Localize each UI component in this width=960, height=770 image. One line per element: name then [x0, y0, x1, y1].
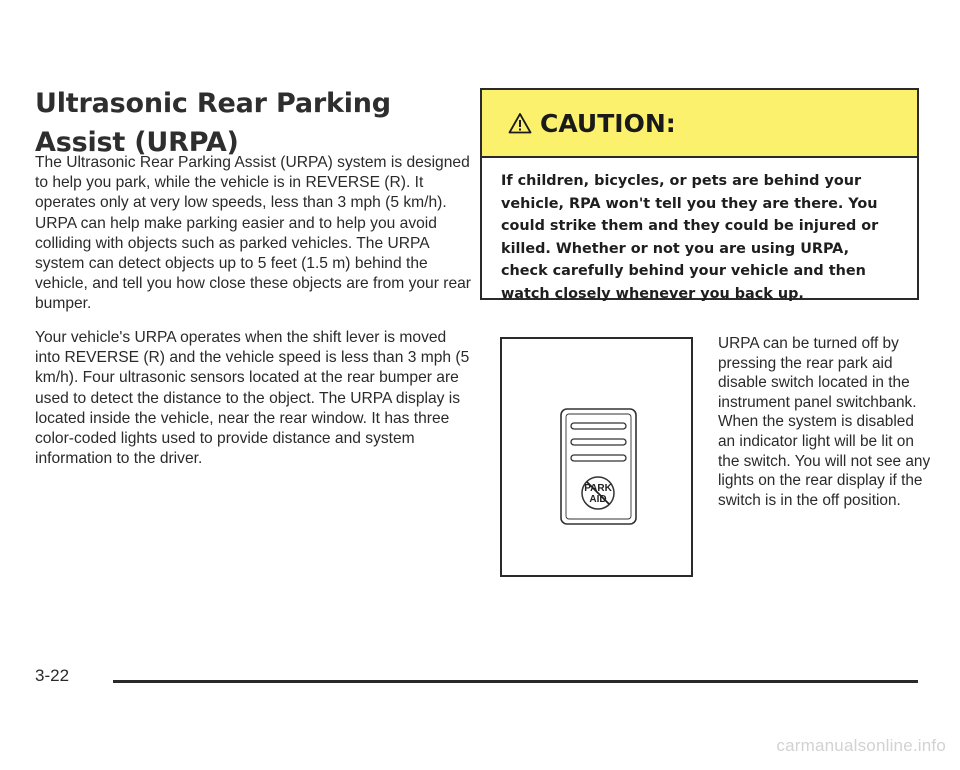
caution-box — [480, 88, 919, 300]
body-paragraph-disable: URPA can be turned off by pressing the rear park aid disable switch located in the instrument panel switchbank. When the system is disabled an indicator light will be lit on the switch. You will not see any lights on the rear display if the switch is in the off position. — [718, 335, 931, 509]
park-label: PARK — [584, 483, 612, 494]
park-aid-switch-figure — [500, 337, 693, 577]
section-heading: Ultrasonic Rear Parking Assist (URPA) — [35, 88, 391, 158]
body-paragraph-operation: Your vehicle's URPA operates when the shift lever is moved into REVERSE (R) and the vehicle speed is less than 3 mph (5 km/h). Four ultrasonic sensors located at the rear bumper are used to detect the distance to the object. The URPA display is located inside the vehicle, near the rear window. It has three color-coded lights used to provide distance and system information to the driver. — [35, 329, 470, 468]
caution-title: CAUTION: — [540, 108, 676, 138]
caution-text: If children, bicycles, or pets are behind your vehicle, RPA won't tell you they are there. You could strike them and they could be injured or killed. Whether or not you are using URPA, check carefully behind your vehicle and then watch closely whenever you back up. — [501, 173, 879, 302]
body-paragraph-intro: The Ultrasonic Rear Parking Assist (URPA) system is designed to help you park, while the vehicle is in REVERSE (R). It operates only at very low speeds, less than 3 mph (5 km/h). URPA can help make parking easier and to help you avoid colliding with objects such as parked vehicles. The URPA system can detect objects up to 5 feet (1.5 m) behind the vehicle, and tell you how close these objects are from your rear bumper. — [35, 154, 471, 313]
park-aid-switch-icon — [502, 339, 695, 579]
warning-triangle-icon — [508, 112, 532, 134]
aid-label: AID — [589, 494, 607, 505]
caution-header — [482, 90, 917, 158]
watermark: carmanualsonline.info — [776, 736, 946, 755]
footer-rule — [113, 680, 918, 683]
page-number: 3-22 — [35, 666, 70, 685]
